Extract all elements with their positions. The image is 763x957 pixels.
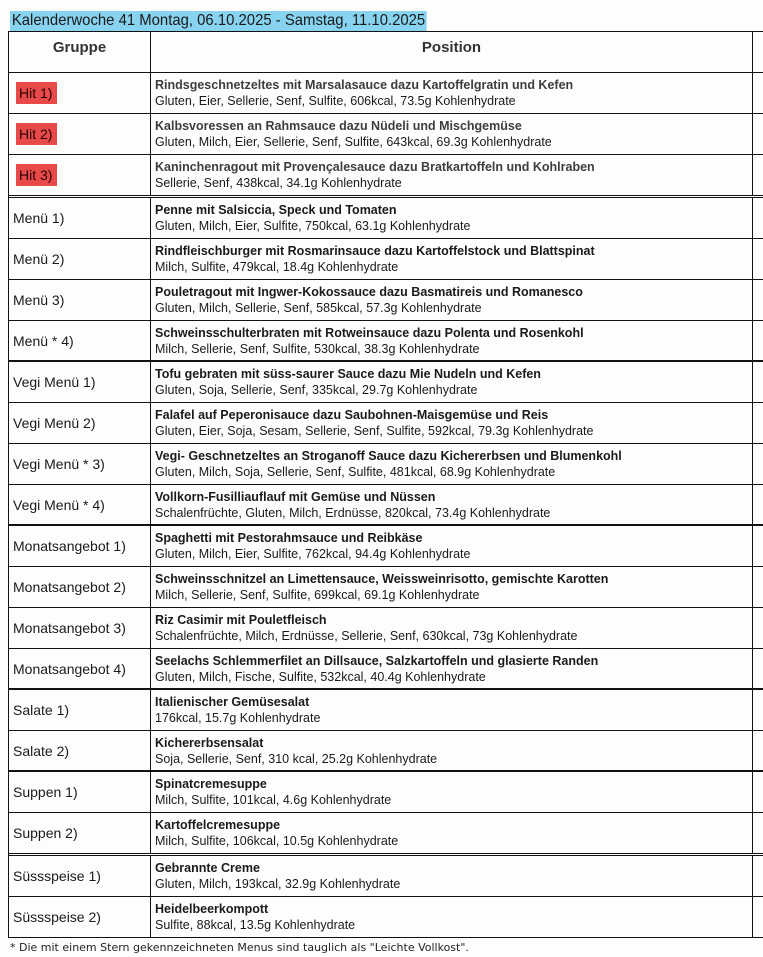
group-label: Süssspeise 2) bbox=[13, 909, 101, 925]
group-label: Salate 2) bbox=[13, 742, 70, 759]
dish-info: Gluten, Milch, Eier, Sulfite, 750kcal, 63.1g Kohlenhydrate bbox=[155, 219, 471, 233]
extra-cell bbox=[753, 321, 763, 360]
position-cell bbox=[151, 856, 753, 896]
group-cell bbox=[9, 198, 151, 238]
group-label: Monatsangebot 1) bbox=[13, 538, 126, 554]
table-row bbox=[9, 239, 763, 280]
group-cell bbox=[9, 731, 151, 770]
group-cell bbox=[9, 567, 151, 607]
group-label: Suppen 2) bbox=[13, 825, 78, 841]
position-cell bbox=[151, 362, 753, 402]
position-cell bbox=[151, 813, 753, 853]
group-label: Salate 1) bbox=[13, 702, 70, 718]
group-cell bbox=[9, 649, 151, 688]
table-row bbox=[9, 280, 763, 321]
group-label: Menü 1) bbox=[13, 210, 65, 226]
table-row bbox=[9, 362, 763, 403]
table-row bbox=[9, 198, 763, 239]
extra-cell bbox=[753, 114, 763, 154]
dish-info: Gluten, Milch, 193kcal, 32.9g Kohlenhydrate bbox=[155, 877, 401, 891]
dish-name: Spaghetti mit Pestorahmsauce und Reibkäse bbox=[155, 531, 423, 545]
extra-cell bbox=[753, 198, 763, 238]
position-cell bbox=[151, 198, 753, 238]
group-cell bbox=[9, 155, 151, 195]
extra-cell bbox=[753, 731, 763, 770]
table-row bbox=[9, 813, 763, 856]
table-row bbox=[9, 567, 763, 608]
position-cell bbox=[151, 731, 753, 770]
table-row bbox=[9, 155, 763, 198]
position-cell bbox=[151, 403, 753, 443]
dish-name: Pouletragout mit Ingwer-Kokossauce dazu Basmatireis und Romanesco bbox=[155, 285, 583, 299]
group-cell bbox=[9, 485, 151, 524]
extra-cell bbox=[753, 772, 763, 812]
dish-name: Falafel auf Peperonisauce dazu Saubohnen-Maisgemüse und Reis bbox=[155, 408, 549, 422]
hit-badge: Hit 2) bbox=[16, 123, 57, 145]
dish-info: Milch, Sulfite, 101kcal, 4.6g Kohlenhydrate bbox=[155, 793, 392, 807]
table-row bbox=[9, 444, 763, 485]
group-cell bbox=[9, 690, 151, 730]
dish-info: Gluten, Milch, Eier, Sulfite, 762kcal, 94.4g Kohlenhydrate bbox=[155, 547, 471, 561]
extra-cell bbox=[753, 155, 763, 195]
position-cell bbox=[151, 73, 753, 113]
group-label: Vegi Menü * 4) bbox=[13, 496, 105, 513]
group-cell bbox=[9, 856, 151, 896]
dish-info: Schalenfrüchte, Gluten, Milch, Erdnüsse, 820kcal, 73.4g Kohlenhydrate bbox=[155, 505, 551, 520]
table-header bbox=[9, 31, 763, 73]
extra-cell bbox=[753, 690, 763, 730]
group-label: Monatsangebot 4) bbox=[13, 660, 126, 677]
dish-info: Gluten, Milch, Eier, Sellerie, Senf, Sulfite, 643kcal, 69.3g Kohlenhydrate bbox=[155, 135, 552, 149]
dish-info: Gluten, Eier, Soja, Sesam, Sellerie, Senf, Sulfite, 592kcal, 79.3g Kohlenhydrate bbox=[155, 424, 594, 438]
dish-info: Soja, Sellerie, Senf, 310 kcal, 25.2g Kohlenhydrate bbox=[155, 751, 438, 766]
dish-name: Rindfleischburger mit Rosmarinsauce dazu Kartoffelstock und Blattspinat bbox=[155, 244, 595, 258]
group-cell bbox=[9, 813, 151, 853]
dish-name: Vollkorn-Fusilliauflauf mit Gemüse und Nüssen bbox=[155, 489, 436, 504]
table-row bbox=[9, 608, 763, 649]
dish-name: Kalbsvoressen an Rahmsauce dazu Nüdeli und Mischgemüse bbox=[155, 119, 522, 133]
dish-info: Milch, Sulfite, 106kcal, 10.5g Kohlenhydrate bbox=[155, 834, 399, 848]
hit-badge: Hit 1) bbox=[16, 82, 57, 104]
table-row bbox=[9, 73, 763, 114]
position-cell bbox=[151, 239, 753, 279]
dish-name: Schweinsschnitzel an Limettensauce, Weissweinrisotto, gemischte Karotten bbox=[155, 572, 609, 586]
table-row bbox=[9, 731, 763, 772]
extra-cell bbox=[753, 897, 763, 937]
group-cell bbox=[9, 772, 151, 812]
dish-info: Milch, Sellerie, Senf, Sulfite, 699kcal, 69.1g Kohlenhydrate bbox=[155, 588, 480, 602]
extra-cell bbox=[753, 813, 763, 853]
group-cell bbox=[9, 239, 151, 279]
position-cell bbox=[151, 608, 753, 648]
position-cell bbox=[151, 526, 753, 566]
table-row bbox=[9, 772, 763, 813]
dish-name: Vegi- Geschnetzeltes an Stroganoff Sauce dazu Kichererbsen und Blumenkohl bbox=[155, 449, 622, 463]
group-cell bbox=[9, 526, 151, 566]
position-cell bbox=[151, 444, 753, 484]
position-cell bbox=[151, 485, 753, 524]
position-cell bbox=[151, 155, 753, 195]
position-cell bbox=[151, 772, 753, 812]
group-cell bbox=[9, 280, 151, 320]
group-cell bbox=[9, 403, 151, 443]
extra-cell bbox=[753, 567, 763, 607]
group-cell bbox=[9, 321, 151, 360]
position-cell bbox=[151, 280, 753, 320]
group-cell bbox=[9, 362, 151, 402]
dish-info: Sulfite, 88kcal, 13.5g Kohlenhydrate bbox=[155, 918, 356, 932]
dish-name: Tofu gebraten mit süss-saurer Sauce dazu Mie Nudeln und Kefen bbox=[155, 367, 541, 381]
dish-name: Heidelbeerkompott bbox=[155, 902, 269, 916]
table-row bbox=[9, 856, 763, 897]
extra-cell bbox=[753, 73, 763, 113]
table-body bbox=[9, 73, 763, 938]
dish-name: Kartoffelcremesuppe bbox=[155, 818, 281, 832]
position-cell bbox=[151, 897, 753, 937]
extra-cell bbox=[753, 444, 763, 484]
extra-cell bbox=[753, 608, 763, 648]
table-row bbox=[9, 114, 763, 155]
group-label: Vegi Menü * 3) bbox=[13, 456, 105, 472]
extra-cell bbox=[753, 280, 763, 320]
dish-name: Schweinsschulterbraten mit Rotweinsauce dazu Polenta und Rosenkohl bbox=[155, 325, 584, 340]
dish-name: Spinatcremesuppe bbox=[155, 777, 267, 791]
dish-name: Riz Casimir mit Pouletfleisch bbox=[155, 613, 327, 627]
group-label: Suppen 1) bbox=[13, 784, 78, 800]
group-cell bbox=[9, 897, 151, 937]
position-cell bbox=[151, 321, 753, 360]
table-row bbox=[9, 403, 763, 444]
dish-name: Penne mit Salsiccia, Speck und Tomaten bbox=[155, 203, 397, 217]
extra-cell bbox=[753, 649, 763, 688]
week-title: Kalenderwoche 41 Montag, 06.10.2025 - Samstag, 11.10.2025 bbox=[11, 12, 426, 29]
table-row bbox=[9, 690, 763, 731]
table-row bbox=[9, 897, 763, 938]
extra-cell bbox=[753, 239, 763, 279]
table-row bbox=[9, 526, 763, 567]
extra-cell bbox=[753, 856, 763, 896]
table-row bbox=[9, 485, 763, 526]
extra-cell bbox=[753, 403, 763, 443]
group-label: Vegi Menü 2) bbox=[13, 415, 96, 431]
group-label: Monatsangebot 2) bbox=[13, 579, 126, 595]
dish-info: Gluten, Milch, Fische, Sulfite, 532kcal, 40.4g Kohlenhydrate bbox=[155, 669, 486, 684]
group-cell bbox=[9, 444, 151, 484]
dish-info: Milch, Sulfite, 479kcal, 18.4g Kohlenhydrate bbox=[155, 260, 399, 274]
position-cell bbox=[151, 567, 753, 607]
group-label: Süssspeise 1) bbox=[13, 868, 101, 884]
dish-info: Sellerie, Senf, 438kcal, 34.1g Kohlenhydrate bbox=[155, 176, 402, 190]
extra-cell bbox=[753, 526, 763, 566]
column-header-extra bbox=[753, 32, 763, 72]
dish-name: Kichererbsensalat bbox=[155, 735, 264, 750]
group-label: Menü * 4) bbox=[13, 332, 74, 349]
position-cell bbox=[151, 114, 753, 154]
position-cell bbox=[151, 649, 753, 688]
dish-name: Rindsgeschnetzeltes mit Marsalasauce dazu Kartoffelgratin und Kefen bbox=[155, 78, 574, 92]
group-cell bbox=[9, 73, 151, 113]
dish-info: 176kcal, 15.7g Kohlenhydrate bbox=[155, 711, 321, 725]
column-header-group: Gruppe bbox=[9, 32, 151, 72]
extra-cell bbox=[753, 485, 763, 524]
footnote: * Die mit einem Stern gekennzeichneten Menus sind tauglich als "Leichte Vollkost". bbox=[10, 941, 469, 954]
dish-info: Gluten, Milch, Sellerie, Senf, 585kcal, 57.3g Kohlenhydrate bbox=[155, 301, 482, 315]
group-label: Vegi Menü 1) bbox=[13, 374, 96, 390]
menu-table bbox=[8, 31, 763, 938]
dish-info: Milch, Sellerie, Senf, Sulfite, 530kcal, 38.3g Kohlenhydrate bbox=[155, 341, 480, 356]
group-cell bbox=[9, 608, 151, 648]
group-label: Monatsangebot 3) bbox=[13, 620, 126, 636]
group-label: Menü 3) bbox=[13, 292, 65, 308]
group-cell bbox=[9, 114, 151, 154]
table-row bbox=[9, 321, 763, 362]
dish-name: Kaninchenragout mit Provençalesauce dazu Bratkartoffeln und Kohlraben bbox=[155, 160, 595, 174]
dish-info: Gluten, Eier, Sellerie, Senf, Sulfite, 606kcal, 73.5g Kohlenhydrate bbox=[155, 94, 516, 108]
dish-info: Schalenfrüchte, Milch, Erdnüsse, Sellerie, Senf, 630kcal, 73g Kohlenhydrate bbox=[155, 629, 578, 643]
group-label: Menü 2) bbox=[13, 251, 65, 267]
table-row bbox=[9, 649, 763, 690]
column-header-position: Position bbox=[151, 32, 753, 72]
position-cell bbox=[151, 690, 753, 730]
dish-info: Gluten, Soja, Sellerie, Senf, 335kcal, 29.7g Kohlenhydrate bbox=[155, 383, 478, 397]
dish-info: Gluten, Milch, Soja, Sellerie, Senf, Sulfite, 481kcal, 68.9g Kohlenhydrate bbox=[155, 465, 556, 479]
dish-name: Seelachs Schlemmerfilet an Dillsauce, Salzkartoffeln und glasierte Randen bbox=[155, 653, 599, 668]
dish-name: Gebrannte Creme bbox=[155, 861, 260, 875]
extra-cell bbox=[753, 362, 763, 402]
hit-badge: Hit 3) bbox=[16, 164, 57, 186]
dish-name: Italienischer Gemüsesalat bbox=[155, 695, 310, 709]
